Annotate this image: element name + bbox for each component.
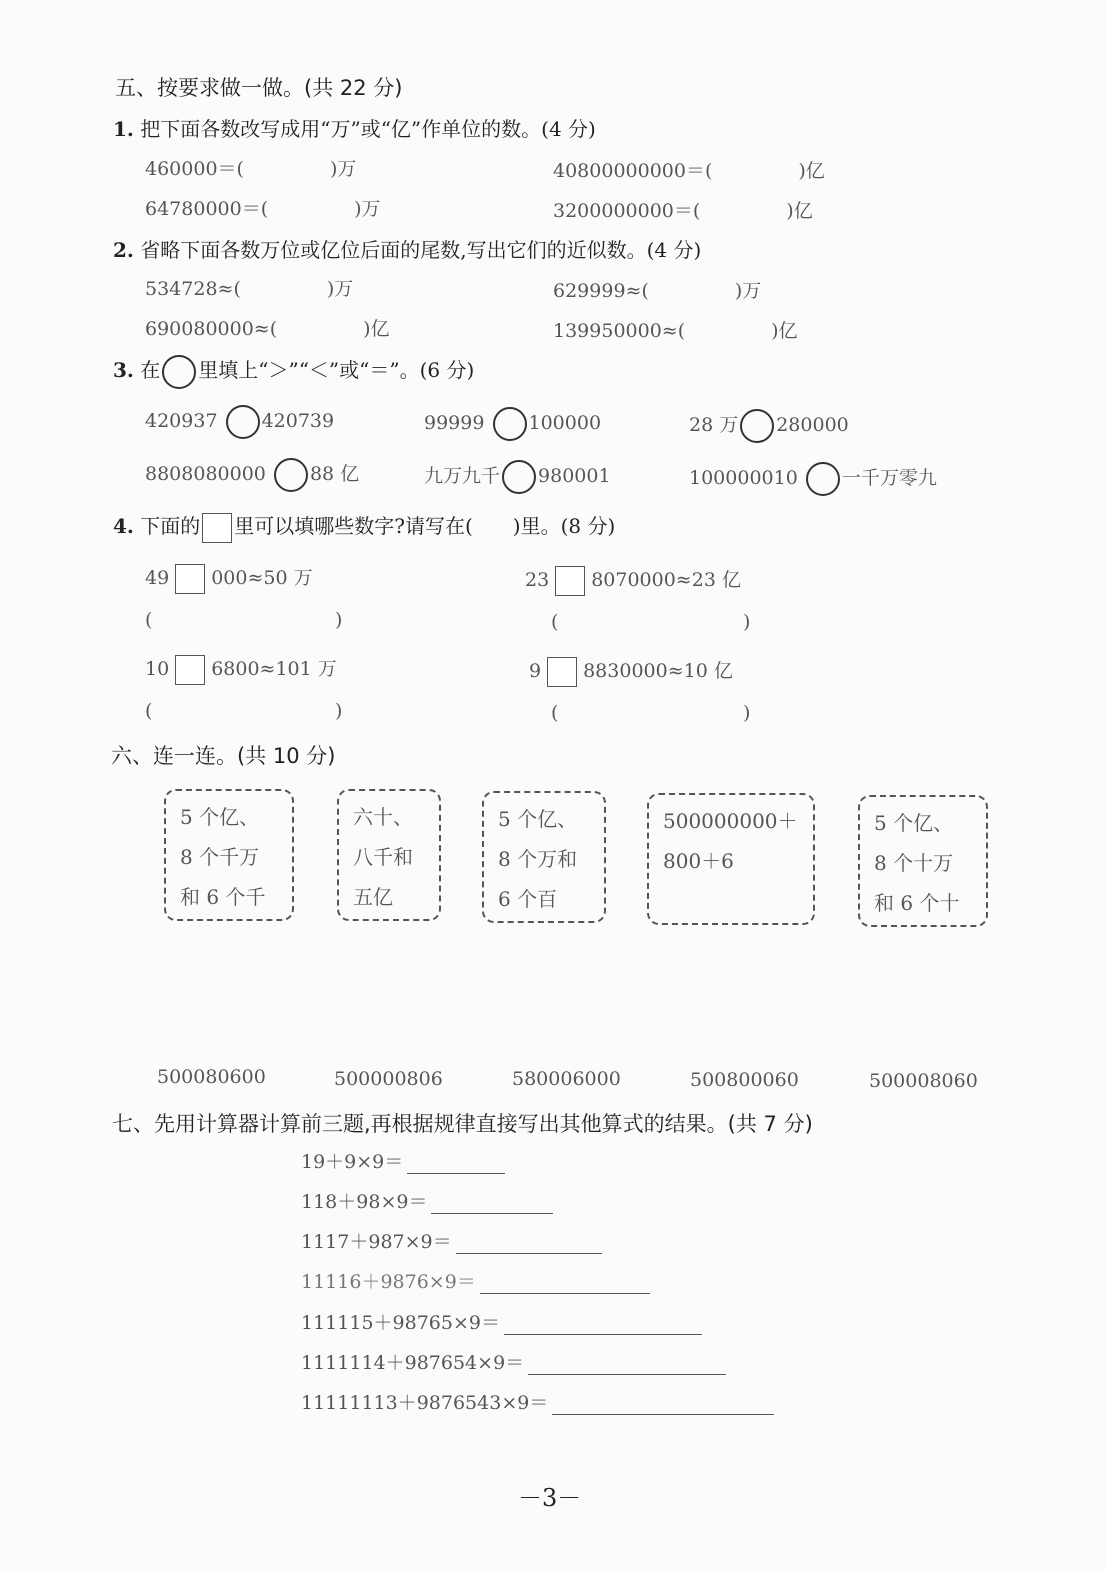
q4-item-1: 49 000≈50 万 <box>145 563 313 594</box>
q1-number: 1. <box>113 117 134 141</box>
q2-prompt <box>113 234 701 263</box>
calc-item-2: 118＋98×9＝ <box>301 1187 553 1214</box>
q1-item-1: 460000＝( )万 <box>145 158 357 180</box>
q3-item-3: 28 万 280000 <box>689 409 849 443</box>
calc-item-6: 1111114＋987654×9＝ <box>301 1348 726 1375</box>
digit-box-2[interactable] <box>555 566 585 596</box>
section-5-title: 五、按要求做一做。(共 22 分) <box>115 76 403 100</box>
calc-item-4: 11116＋9876×9＝ <box>301 1267 650 1294</box>
q4-item-2: 23 8070000≈23 亿 <box>525 565 741 596</box>
answer-line-5[interactable] <box>504 1333 702 1335</box>
q4-paren-2-open: ( <box>551 611 559 633</box>
q4-paren-3-close: ) <box>335 700 343 722</box>
q3-item-4: 8808080000 88 亿 <box>145 458 359 492</box>
q3-item-1: 420937 420739 <box>145 405 334 439</box>
section-7-title: 七、先用计算器计算前三题,再根据规律直接写出其他算式的结果。(共 7 分) <box>112 1112 813 1136</box>
q4-paren-2-close: ) <box>743 611 751 633</box>
q1-prompt <box>113 113 596 142</box>
q3-item-6: 100000010 一千万零九 <box>689 462 937 496</box>
compare-circle-1[interactable] <box>226 405 260 439</box>
match-number-5[interactable]: 500008060 <box>869 1070 978 1092</box>
match-card-1[interactable]: 5 个亿、 8 个千万 和 6 个千 <box>164 789 294 921</box>
q2-item-4: 139950000≈( )亿 <box>553 320 798 342</box>
q2-item-2: 629999≈( )万 <box>553 280 762 302</box>
q4-paren-1-close: ) <box>335 609 343 631</box>
page-number: －3－ <box>518 1484 582 1512</box>
q1-item-4: 3200000000＝( )亿 <box>553 200 813 222</box>
q1-item-2: 40800000000＝( )亿 <box>553 160 825 182</box>
compare-circle-6[interactable] <box>806 462 840 496</box>
compare-circle-5[interactable] <box>502 460 536 494</box>
digit-box-3[interactable] <box>175 655 205 685</box>
section-6-title: 六、连一连。(共 10 分) <box>111 744 336 768</box>
compare-circle-3[interactable] <box>740 409 774 443</box>
q4-number: 4. <box>113 514 134 538</box>
digit-box-4[interactable] <box>547 657 577 687</box>
calc-item-1: 19＋9×9＝ <box>301 1147 505 1174</box>
q4-prompt: 4. 下面的 里可以填哪些数字?请写在( )里。(8 分) <box>113 510 615 543</box>
q1-item-3: 64780000＝( )万 <box>145 198 381 220</box>
answer-line-7[interactable] <box>552 1413 774 1415</box>
match-number-4[interactable]: 500800060 <box>690 1069 799 1091</box>
q3-item-5: 九万九千 980001 <box>424 460 611 494</box>
match-card-4[interactable]: 500000000＋ 800＋6 <box>647 793 815 925</box>
q2-text: 省略下面各数万位或亿位后面的尾数,写出它们的近似数。(4 分) <box>140 238 702 262</box>
q1-text: 把下面各数改写成用“万”或“亿”作单位的数。(4 分) <box>140 117 596 141</box>
q4-item-3: 10 6800≈101 万 <box>145 654 337 685</box>
answer-line-6[interactable] <box>528 1373 726 1375</box>
digit-box-1[interactable] <box>175 564 205 594</box>
q4-paren-4-close: ) <box>743 702 751 724</box>
q2-number: 2. <box>113 238 134 262</box>
q3-prompt: 3. 在 里填上“＞”“＜”或“＝”。(6 分) <box>113 354 474 389</box>
match-number-1[interactable]: 500080600 <box>157 1066 266 1088</box>
compare-circle-4[interactable] <box>274 458 308 492</box>
q3-number: 3. <box>113 358 134 382</box>
calc-item-3: 1117＋987×9＝ <box>301 1227 602 1254</box>
answer-line-2[interactable] <box>431 1212 553 1214</box>
match-card-3[interactable]: 5 个亿、 8 个万和 6 个百 <box>482 791 606 923</box>
match-card-5[interactable]: 5 个亿、 8 个十万 和 6 个十 <box>858 795 988 927</box>
q4-paren-3-open: ( <box>145 700 153 722</box>
square-box-icon <box>202 513 232 543</box>
calc-item-5: 111115＋98765×9＝ <box>301 1308 702 1335</box>
q4-paren-1-open: ( <box>145 609 153 631</box>
q4-paren-4-open: ( <box>551 702 559 724</box>
compare-circle-2[interactable] <box>493 407 527 441</box>
calc-item-7: 11111113＋9876543×9＝ <box>301 1388 774 1415</box>
q4-item-4: 9 8830000≈10 亿 <box>529 656 733 687</box>
answer-line-1[interactable] <box>407 1172 505 1174</box>
match-card-2[interactable]: 六十、 八千和 五亿 <box>337 789 441 921</box>
match-number-3[interactable]: 580006000 <box>512 1068 621 1090</box>
answer-line-3[interactable] <box>456 1252 602 1254</box>
q2-item-1: 534728≈( )万 <box>145 278 354 300</box>
answer-line-4[interactable] <box>480 1292 650 1294</box>
match-number-2[interactable]: 500000806 <box>334 1068 443 1090</box>
q2-item-3: 690080000≈( )亿 <box>145 318 390 340</box>
compare-circle-icon <box>162 355 196 389</box>
q3-item-2: 99999 100000 <box>424 407 601 441</box>
